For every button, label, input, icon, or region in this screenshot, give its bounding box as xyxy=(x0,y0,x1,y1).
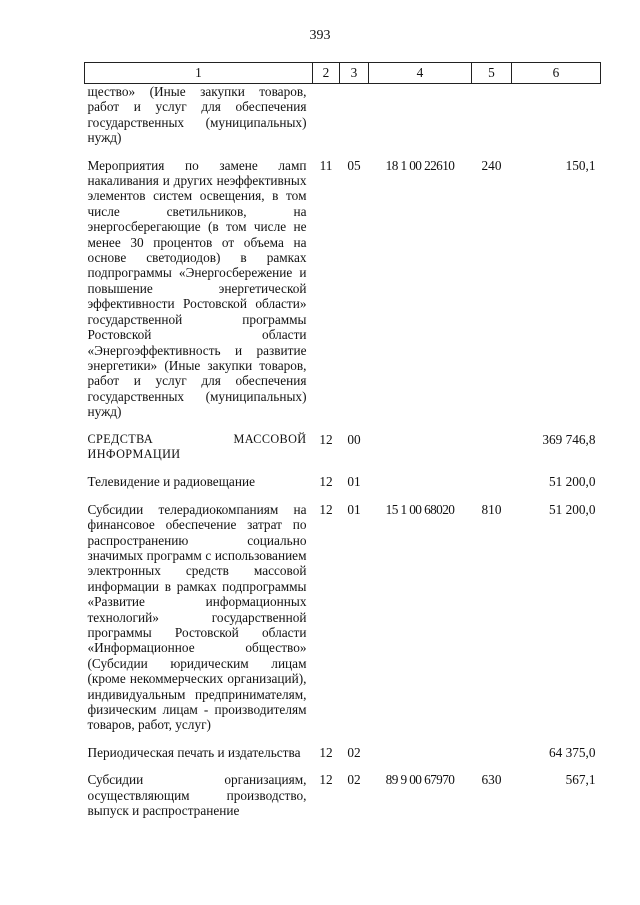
row-amount: 51 200,0 xyxy=(548,501,596,517)
row-subsection xyxy=(340,84,369,158)
row-section: 12 xyxy=(319,474,333,490)
row-target-code: 89 9 00 67970 xyxy=(385,772,455,788)
column-header-6: 6 xyxy=(512,63,601,84)
row-section: 12 xyxy=(319,501,333,517)
row-subsection: 01 xyxy=(347,501,361,517)
row-expense-type xyxy=(472,474,512,501)
row-section: 12 xyxy=(319,431,333,447)
table-row xyxy=(85,432,601,475)
column-header-3: 3 xyxy=(340,63,369,84)
row-amount: 64 375,0 xyxy=(548,744,596,760)
budget-table xyxy=(84,62,601,830)
row-amount: 150,1 xyxy=(565,157,596,173)
row-name: Периодическая печать и издательства xyxy=(87,744,301,760)
row-subsection: 02 xyxy=(347,744,361,760)
row-section xyxy=(313,84,340,158)
row-name: Мероприятия по замене ламп накаливания и других неэффективных элементов систем освещения, в том числе светильников, на энергосберегающие (в том числе не менее 30 процентов от объема на основе светодиодов) в рамках подпрограммы «Энергосбережение и повышение энергетической эффективности Ростовской области» государственной программы Ростовской области «Энергоэффективность и развитие энергетики» (Иные закупки товаров, работ и услуг для обеспечения государственных (муниципальных) нужд) xyxy=(87,157,307,420)
row-amount: 567,1 xyxy=(565,772,596,788)
row-amount xyxy=(512,84,601,158)
row-amount: 51 200,0 xyxy=(548,474,596,490)
row-subsection: 01 xyxy=(347,474,361,490)
table-row xyxy=(85,158,601,432)
table-row xyxy=(85,772,601,830)
row-target-code xyxy=(369,745,472,772)
row-subsection: 02 xyxy=(347,772,361,788)
row-expense-type xyxy=(472,432,512,475)
column-header-4: 4 xyxy=(369,63,472,84)
row-section: 12 xyxy=(319,772,333,788)
row-amount: 369 746,8 xyxy=(542,431,596,447)
row-target-code: 15 1 00 68020 xyxy=(385,501,455,517)
row-subsection: 05 xyxy=(347,157,361,173)
row-name: Телевидение и радиовещание xyxy=(87,474,255,490)
row-name: щество» (Иные закупки товаров, работ и услуг для обеспечения государственных (муниципальных) нужд) xyxy=(87,84,307,146)
column-header-1: 1 xyxy=(85,63,313,84)
row-name: Субсидии организациям, осуществляющим производство, выпуск и распространение xyxy=(87,772,307,819)
row-section: 12 xyxy=(319,744,333,760)
row-target-code: 18 1 00 22610 xyxy=(385,157,455,173)
table-row xyxy=(85,745,601,772)
row-expense-type: 810 xyxy=(481,501,502,517)
row-target-code xyxy=(369,474,472,501)
row-name: СРЕДСТВА МАССОВОЙ ИНФОРМАЦИИ xyxy=(87,431,307,461)
row-expense-type xyxy=(472,84,512,158)
table-row xyxy=(85,474,601,501)
row-expense-type: 240 xyxy=(481,157,502,173)
column-header-2: 2 xyxy=(313,63,340,84)
row-subsection: 00 xyxy=(347,431,361,447)
column-header-5: 5 xyxy=(472,63,512,84)
row-target-code xyxy=(369,432,472,475)
row-expense-type: 630 xyxy=(481,772,502,788)
page-number: 393 xyxy=(309,28,331,43)
table-row xyxy=(85,84,601,158)
row-target-code xyxy=(369,84,472,158)
row-name: Субсидии телерадиокомпаниям на финансовое обеспечение затрат по распространению социально значимых программ с использованием электронных средств массовой информации в рамках подпрограммы «Развитие информационных технологий» государственной программы Ростовской области «Информационное общество» (Субсидии юридическим лицам (кроме некоммерческих организаций), индивидуальным предпринимателям, физическим лицам - производителям товаров, работ, услуг) xyxy=(87,501,307,733)
row-expense-type xyxy=(472,745,512,772)
column-number-header-row xyxy=(85,63,601,84)
table-row xyxy=(85,502,601,745)
row-section: 11 xyxy=(319,157,333,173)
